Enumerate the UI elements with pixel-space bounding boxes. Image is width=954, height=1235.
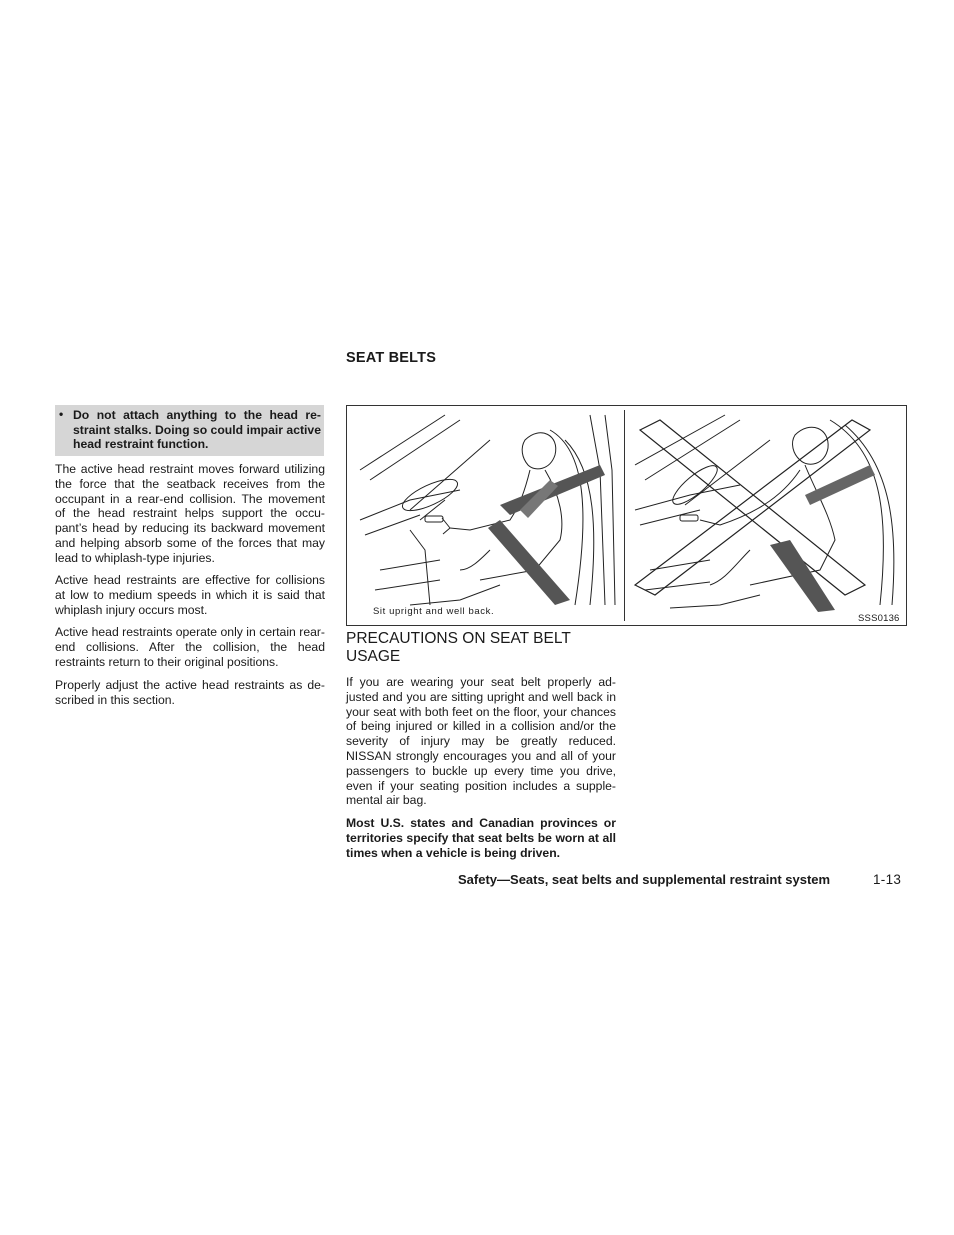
warning-box — [55, 405, 324, 456]
figure-caption: Sit upright and well back. — [373, 606, 495, 617]
subsection-title: PRECAUTIONS ON SEAT BELT USAGE — [346, 630, 571, 665]
figure-divider — [624, 410, 625, 621]
incorrect-posture-illustration — [630, 410, 905, 615]
paragraph-head-restraint-function: The active head restraint moves forward utilizing the force that the seatback receives from the occupant in a rear-end collision. The movement of the head restraint helps support the occu- pant’s head by reducing its backward movement and helping absorb some of the forces that may lead to whiplash-type injuries. — [55, 462, 325, 565]
paragraph-effectiveness: Active head restraints are effective for collisions at low to medium speeds in which it is said that whiplash injury occurs most. — [55, 573, 325, 617]
paragraph-law-notice: Most U.S. states and Canadian provinces or territories specify that seat belts be worn at all times when a vehicle is being driven. — [346, 816, 616, 860]
section-title: SEAT BELTS — [346, 350, 437, 366]
page-number: 1-13 — [873, 872, 902, 887]
bullet: • — [59, 407, 64, 421]
footer-section-title: Safety—Seats, seat belts and supplemental restraint system — [458, 872, 831, 887]
paragraph-operation: Active head restraints operate only in certain rear-end collisions. After the collision, the head restraints return to their original positions. — [55, 625, 325, 669]
paragraph-adjust: Properly adjust the active head restraints as de- scribed in this section. — [55, 678, 325, 707]
paragraph-precautions: If you are wearing your seat belt properly ad- justed and you are sitting upright and well back in your seat with both feet on the floor, your chances of being injured or killed in a collision and/or the severity of injury may be greatly reduced. NISSAN strongly encourages you and all of your passengers to buckle up every time you drive, even if your seating position includes a supple- mental air bag. — [346, 675, 616, 808]
correct-posture-illustration — [350, 410, 620, 610]
warning-text: Do not attach anything to the head re- straint stalks. Doing so could impair active head restraint function. — [73, 408, 321, 452]
figure-code: SSS0136 — [858, 613, 900, 624]
